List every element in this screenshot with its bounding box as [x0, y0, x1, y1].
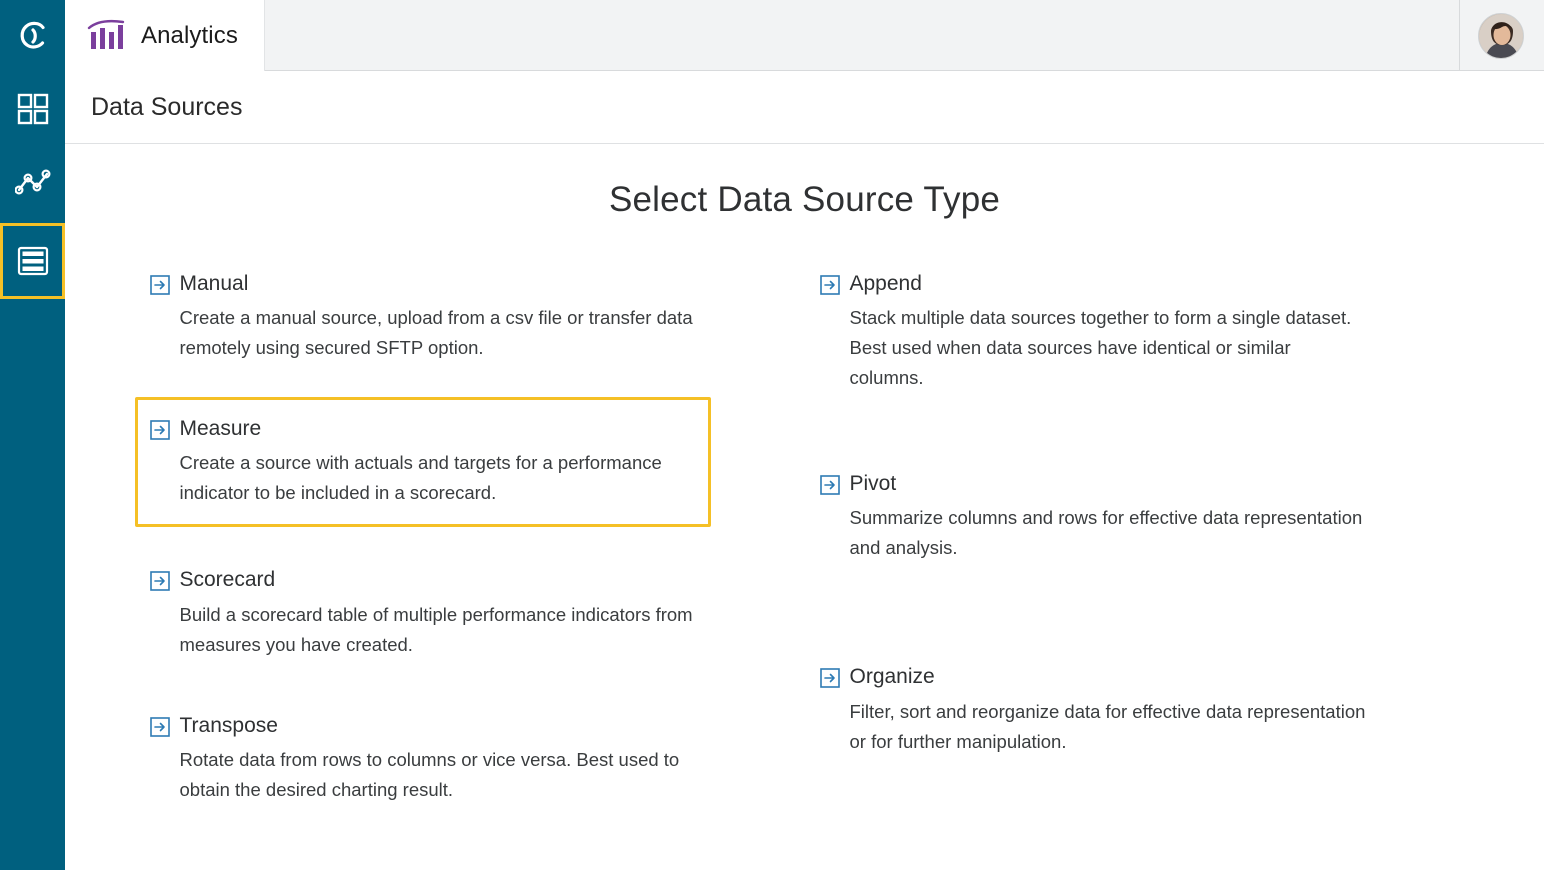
option-organize[interactable]: [805, 655, 1381, 769]
arrow-right-box-icon: [150, 275, 170, 295]
top-bar-spacer: [265, 0, 1459, 70]
option-description: Create a source with actuals and targets for a performance indicator to be included in a scorecard.: [179, 452, 662, 504]
options-column-right: [805, 262, 1475, 849]
option-title: Transpose: [179, 713, 278, 737]
option-pivot[interactable]: [805, 462, 1381, 576]
left-nav-rail: [0, 0, 65, 870]
option-manual[interactable]: [135, 262, 711, 376]
sidebar-item-analytics[interactable]: [0, 147, 65, 223]
option-title: Scorecard: [179, 568, 276, 592]
option-title: Manual: [179, 272, 249, 295]
option-title: Measure: [179, 417, 262, 441]
main-area: [65, 0, 1544, 870]
data-source-type-options: [135, 262, 1475, 849]
arrow-right-box-icon: [150, 420, 170, 440]
sidebar-item-data-sources[interactable]: [0, 223, 65, 299]
content-area: [65, 144, 1544, 870]
option-description: Summarize columns and rows for effective data representation and analysis.: [849, 507, 1363, 559]
option-description: Filter, sort and reorganize data for effective data representation or for further manipulation.: [849, 700, 1366, 752]
option-description: Build a scorecard table of multiple performance indicators from measures you have created.: [179, 603, 693, 655]
arrow-right-box-icon: [150, 571, 170, 591]
user-menu[interactable]: [1459, 0, 1544, 71]
app-tab-label: Analytics: [141, 21, 238, 49]
bar-chart-icon: [87, 19, 127, 53]
option-transpose[interactable]: [135, 704, 711, 818]
option-title: Pivot: [849, 472, 897, 496]
option-description: Stack multiple data sources together to form a single dataset. Best used when data sources have identical or similar columns.: [849, 307, 1352, 389]
option-description: Rotate data from rows to columns or vice versa. Best used to obtain the desired charting result.: [179, 748, 680, 800]
avatar[interactable]: [1478, 13, 1524, 59]
app-tab-analytics[interactable]: [65, 0, 265, 71]
breadcrumb: [65, 71, 1544, 144]
data-sources-icon: [16, 244, 50, 278]
option-append[interactable]: [805, 262, 1381, 406]
sidebar-item-dashboards[interactable]: [0, 71, 65, 147]
arrow-right-box-icon: [820, 668, 840, 688]
arrow-right-box-icon: [820, 475, 840, 495]
app-logo[interactable]: [0, 0, 65, 71]
top-bar: [65, 0, 1544, 71]
analytics-network-icon: [15, 168, 51, 202]
option-title: Append: [849, 272, 922, 295]
option-measure[interactable]: [135, 397, 711, 527]
options-column-left: [135, 262, 805, 849]
option-scorecard[interactable]: [135, 558, 711, 672]
page-title: Select Data Source Type: [608, 180, 1001, 219]
dashboards-icon: [16, 92, 50, 126]
option-description: Create a manual source, upload from a csv file or transfer data remotely using secured SFTP option.: [179, 307, 693, 359]
arrow-right-box-icon: [820, 275, 840, 295]
arrow-right-box-icon: [150, 717, 170, 737]
page-section-title: Data Sources: [91, 92, 243, 121]
option-title: Organize: [849, 665, 935, 689]
